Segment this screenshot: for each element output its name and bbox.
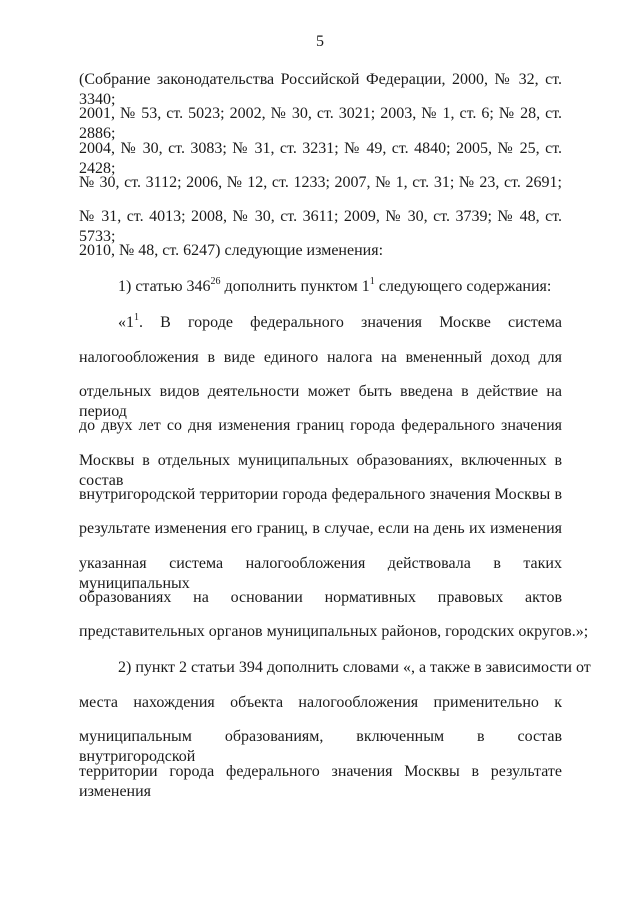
text-line: № 31, ст. 4013; 2008, № 30, ст. 3611; 2009, № 30, ст. 3739; № 48, ст. 5733; [79, 208, 562, 245]
quote-text-b: . В городе федерального значения Москве система [139, 314, 562, 331]
item-2-line: 2) пункт 2 статьи 394 дополнить словами «, а также в зависимости от [118, 659, 591, 676]
quote-line: Москвы в отдельных муниципальных образованиях, включенных в состав [79, 452, 562, 489]
quote-line: образованиях на основании нормативных правовых актов [79, 589, 562, 606]
quote-sup: 1 [134, 312, 139, 323]
item-1-text-a: 1) статью 346 [118, 278, 211, 295]
quote-line: до двух лет со дня изменения границ города федерального значения [79, 417, 562, 434]
text-line: 2010, № 48, ст. 6247) следующие изменения: [79, 242, 384, 259]
item-2-text-line: территории города федерального значения Москвы в результате изменения [79, 763, 562, 800]
quote-last-line: представительных органов муниципальных районов, городских округов.»; [79, 623, 589, 640]
text-line: № 30, ст. 3112; 2006, № 12, ст. 1233; 2007, № 1, ст. 31; № 23, ст. 2691; [79, 174, 562, 191]
quote-first-line [118, 313, 562, 333]
text-line: 2001, № 53, ст. 5023; 2002, № 30, ст. 3021; 2003, № 1, ст. 6; № 28, ст. 2886; [79, 105, 562, 142]
quote-text-a: «1 [118, 314, 134, 331]
item-1-sup-a: 26 [210, 276, 221, 287]
quote-line: результате изменения его границ, в случае, если на день их изменения [79, 520, 562, 537]
quote-line: указанная система налогообложения действовала в таких муниципальных [79, 555, 562, 592]
text-line: (Собрание законодательства Российской Федерации, 2000, № 32, ст. 3340; [79, 71, 562, 108]
page-number: 5 [316, 33, 324, 50]
item-2-text-line: муниципальным образованиям, включенным в состав внутригородской [79, 728, 562, 765]
item-1-text-c: следующего содержания: [374, 278, 552, 295]
item-1-text-b: дополнить пунктом 1 [220, 278, 370, 295]
quote-line: отдельных видов деятельности может быть введена в действие на период [79, 383, 562, 420]
item-2-text-line: места нахождения объекта налогообложения применительно к [79, 694, 562, 711]
item-1-line [118, 277, 551, 297]
item-1-sup-b: 1 [369, 276, 375, 287]
text-line: 2004, № 30, ст. 3083; № 31, ст. 3231; № 49, ст. 4840; 2005, № 25, ст. 2428; [79, 140, 562, 177]
quote-line: налогообложения в виде единого налога на вмененный доход для [79, 349, 562, 366]
quote-line: внутригородской территории города федерального значения Москвы в [79, 486, 562, 503]
